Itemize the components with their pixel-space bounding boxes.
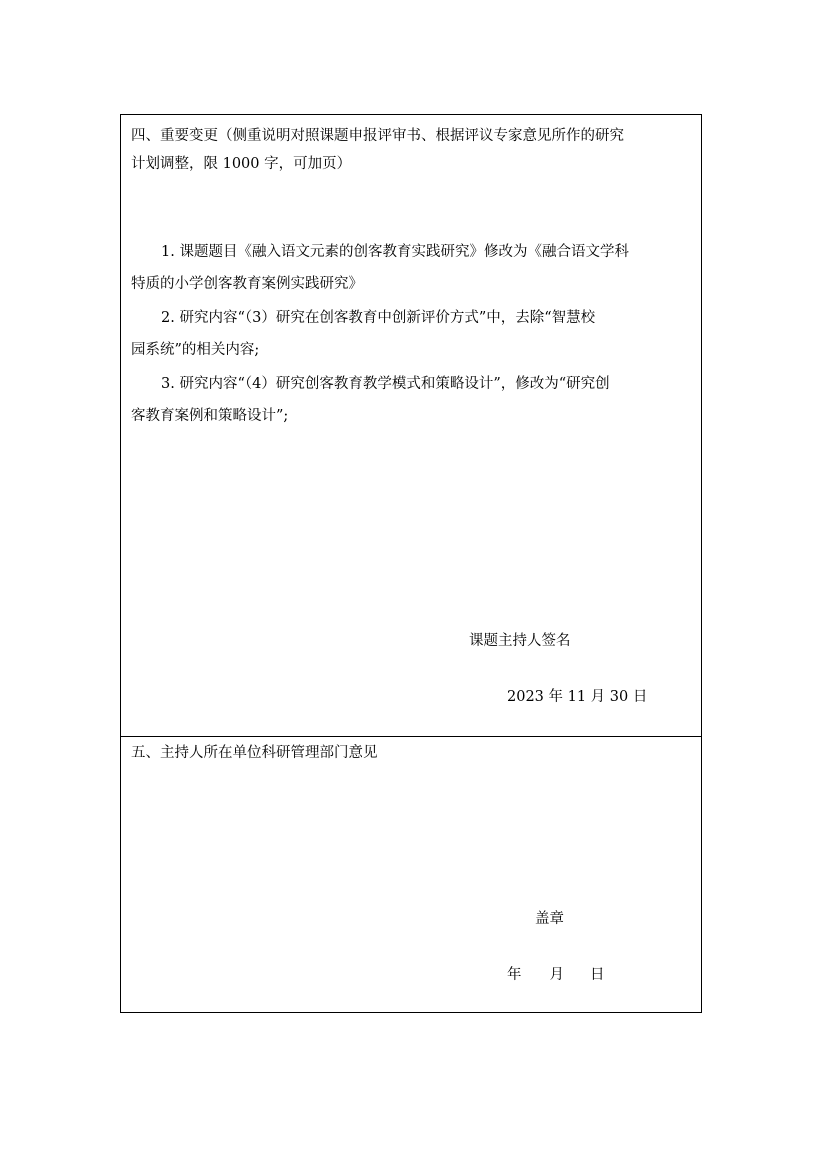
section5-date [507,959,605,991]
change-item-1-line1: 1. 课题题目《融入语文元素的创客教育实践研究》修改为《融合语文学科 [161,244,629,260]
date-month-label: 月 [549,967,564,983]
change-item-3-line2: 客教育案例和策略设计”; [131,408,289,424]
change-item-3-line1: 3. 研究内容“（4）研究创客教育教学模式和策略设计”，修改为“研究创 [161,376,610,392]
section5-heading: 五、主持人所在单位科研管理部门意见 [131,745,378,761]
date-year-label: 年 [507,967,522,983]
section4-date: 2023 年 11 月 30 日 [507,689,648,705]
change-item-2-line1: 2. 研究内容“（3）研究在创客教育中创新评价方式”中，去除“智慧校 [161,310,596,326]
stamp-label: 盖章 [535,911,564,927]
change-item-1-line2: 特质的小学创客教育案例实践研究》 [131,276,363,292]
form-table [120,114,702,1013]
change-item-2-line2: 园系统”的相关内容; [131,342,260,358]
section4-heading-line2: 计划调整，限 1000 字，可加页） [131,156,352,172]
section4-heading-line1: 四、重要变更（侧重说明对照课题申报评审书、根据评议专家意见所作的研究 [131,128,624,144]
date-day-label: 日 [590,967,605,983]
section-major-changes [121,115,701,737]
host-signature-label: 课题主持人签名 [469,633,571,649]
section-department-opinion [121,737,701,1012]
